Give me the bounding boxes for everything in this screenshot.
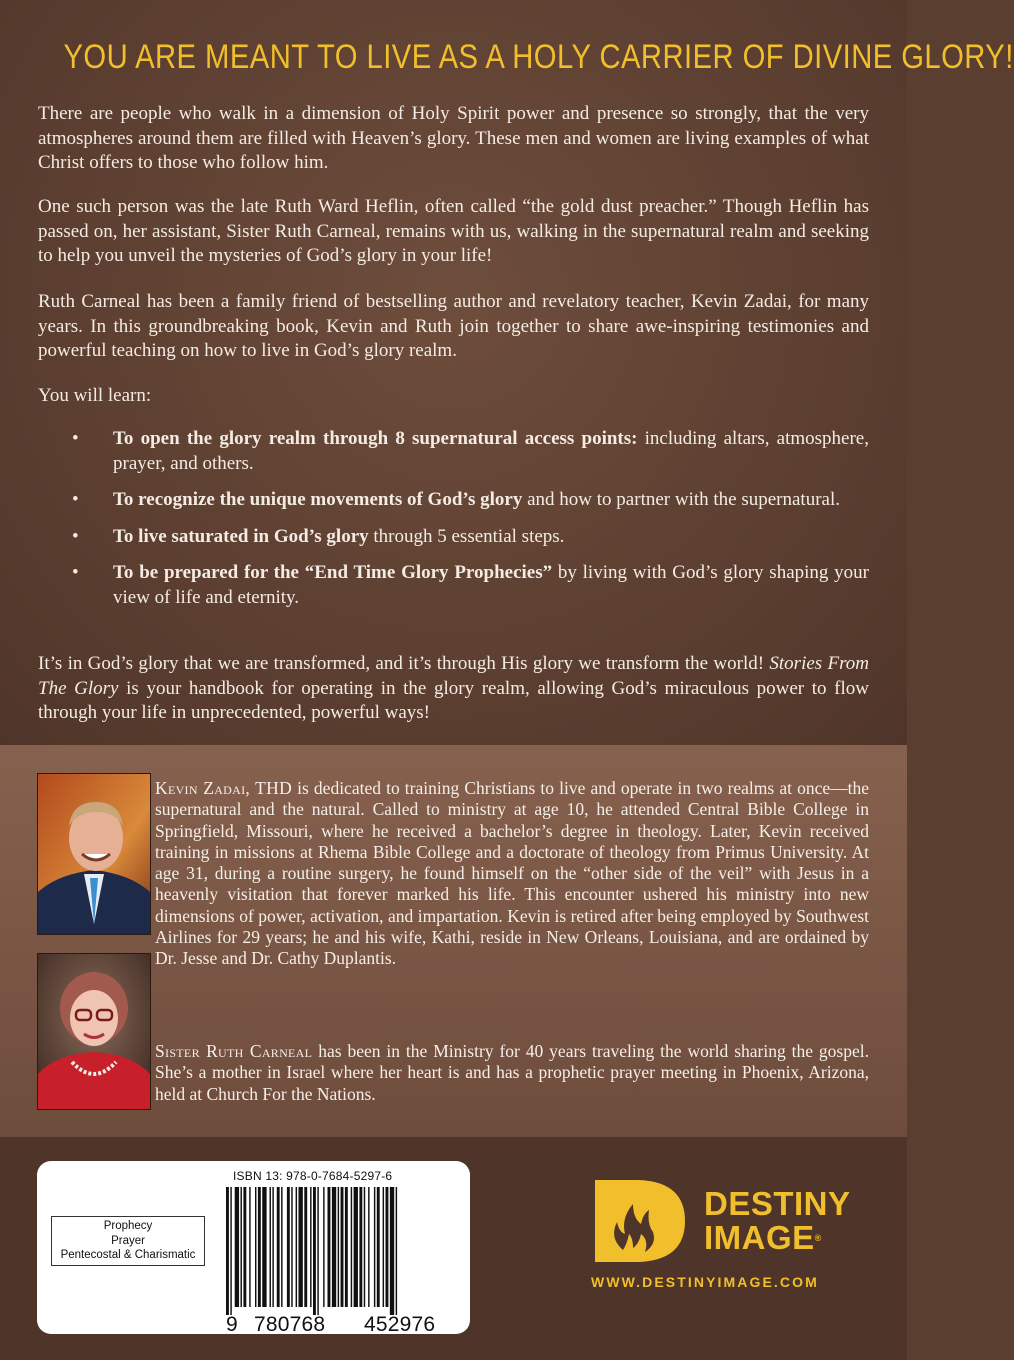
- learning-points-list: [38, 427, 869, 622]
- author-name: Sister Ruth Carneal: [155, 1041, 313, 1061]
- isbn-lead-digit: 9: [226, 1313, 238, 1336]
- closing-paragraph: [38, 652, 869, 726]
- isbn-label: ISBN 13: 978-0-7684-5297-6: [233, 1169, 393, 1183]
- genre-label: Pentecostal & Charismatic: [60, 1249, 196, 1261]
- learn-intro: You will learn:: [38, 385, 152, 406]
- intro-paragraph-3: Ruth Carneal has been a family friend of bestselling author and revelatory teacher, Kevin Zadai, for many years. In this groundbreaking book, Kevin and Ruth join together to share awe-inspiring testimonies and powerful teaching on how to live in God’s glory realm.: [38, 291, 869, 361]
- publisher-name-line-1: DESTINY: [704, 1185, 851, 1222]
- barcode-icon: [224, 1187, 462, 1315]
- genre-label: Prayer: [111, 1234, 145, 1247]
- closing-text-end: is your handbook for operating in the glory realm, allowing God’s miraculous power to flow through your life in unprecedented, powerful ways!: [38, 677, 869, 723]
- bullet-icon: •: [72, 525, 79, 547]
- kevin-zadai-bio: [155, 778, 869, 970]
- author-bio-text: is dedicated to training Christians to live and operate in two realms at once—the supernatural and the natural. Called to ministry at age 10, he attended Central Bible College in Springfield, Missouri, where he received a bachelor’s degree in theology. Later, Kevin received training in missions at Rhema Bible College and a doctorate of theology from Primus University. At age 31, during a routine surgery, he found himself on the “other side of the veil” with Jesus in a heavenly visitation that forever marked his life. This encounter ushered his ministry into new dimensions of power, activation, and impartation. Kevin is retired after being employed by Southwest Airlines for 29 years; he and his wife, Kathi, reside in New Orleans, Louisiana, and are ordained by Dr. Jesse and Dr. Cathy Duplantis.: [155, 778, 869, 969]
- closing-text-start: It’s in God’s glory that we are transformed, and it’s through His glory we transform the world!: [38, 653, 770, 674]
- publisher-name: [704, 1187, 851, 1255]
- bullet-bold: To be prepared for the “End Time Glory Prophecies”: [113, 562, 553, 583]
- list-item: [38, 525, 869, 550]
- author-name: Kevin Zadai, THD: [155, 778, 293, 798]
- ruth-carneal-bio: [155, 1041, 869, 1105]
- intro-paragraph-1: There are people who walk in a dimension of Holy Spirit power and presence so strongly, that the very atmospheres around them are filled with Heaven’s glory. These men and women are living examples of what Christ offers to those who follow him.: [38, 103, 869, 173]
- registered-mark: ®: [814, 1233, 822, 1243]
- isbn-group-1: 780768: [254, 1313, 326, 1336]
- genre-label: Prophecy: [103, 1220, 153, 1232]
- bullet-text: through 5 essential steps.: [368, 525, 565, 547]
- genre-label-box: [51, 1216, 205, 1266]
- list-item: [38, 561, 869, 610]
- bullet-icon: •: [72, 562, 79, 583]
- bullet-icon: •: [72, 428, 79, 449]
- ruth-carneal-photo: [37, 953, 151, 1110]
- bullet-bold: To open the glory realm through 8 supernatural access points:: [113, 428, 638, 449]
- author-bio-text: has been in the Ministry for 40 years traveling the world sharing the gospel. She’s a mother in Israel where her heart is and has a prophetic prayer meeting in Phoenix, Arizona, held at Church For the Nations.: [155, 1041, 869, 1104]
- intro-paragraph-2: One such person was the late Ruth Ward Heflin, often called “the gold dust preacher.” Though Heflin has passed on, her assistant, Sister Ruth Carneal, remains with us, walking in the supernatural realm and seeking to help you unveil the mysteries of God’s glory in your life!: [38, 196, 869, 266]
- publisher-website: WWW.DESTINYIMAGE.COM: [591, 1274, 819, 1290]
- destiny-image-logo-icon: [593, 1178, 687, 1264]
- bullet-text: and how to partner with the supernatural.: [522, 489, 841, 510]
- bullet-text: including altars, atmosphere, prayer, and others.: [113, 428, 869, 474]
- list-item: [38, 427, 869, 476]
- isbn-group-2: 452976: [364, 1313, 436, 1336]
- cover-headline: YOU ARE MEANT TO LIVE AS A HOLY CARRIER OF DIVINE GLORY!: [63, 38, 1014, 76]
- bullet-text: by living with God’s glory shaping your view of life and eternity.: [113, 562, 869, 608]
- list-item: [38, 488, 869, 513]
- bullet-icon: •: [72, 489, 79, 510]
- book-title: Stories From The Glory: [38, 653, 869, 699]
- kevin-zadai-photo: [37, 773, 151, 935]
- bullet-bold: To live saturated in God’s glory: [113, 525, 369, 547]
- bullet-bold: To recognize the unique movements of God’s glory: [113, 489, 523, 510]
- publisher-name-line-2: IMAGE: [704, 1219, 815, 1256]
